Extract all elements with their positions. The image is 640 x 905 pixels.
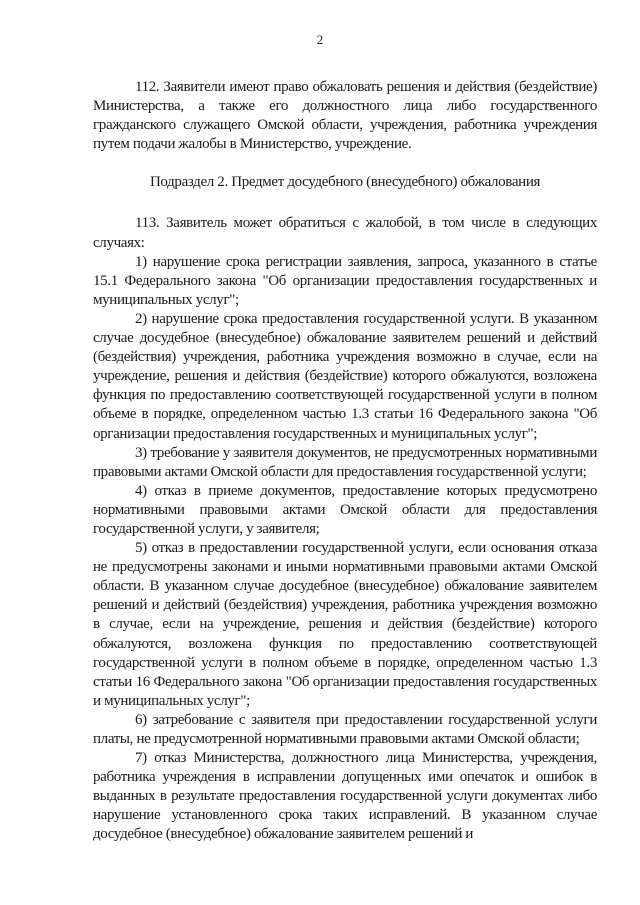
list-item-6: 6) затребование с заявителя при предоставлении государственной услуги платы, не предусмотренной нормативными правовыми актами Омской области; xyxy=(93,711,597,747)
list-item-1: 1) нарушение срока регистрации заявления, запроса, указанного в статье 15.1 Федерального закона "Об организации предоставления государственных и муниципальных услуг"; xyxy=(93,253,597,308)
paragraph-113: 113. Заявитель может обратиться с жалобой, в том числе в следующих случаях: xyxy=(93,215,597,251)
list-item-7: 7) отказ Министерства, должностного лица Министерства, учреждения, работника учреждения в исправлении допущенных ими опечаток и ошибок в выданных в результате предоставления государственной услуги документах либо нарушение установленного срока таких исправлений. В указанном случае досудебное (внесудебное) обжалование заявителем решений и xyxy=(93,750,597,843)
list-item-4: 4) отказ в приеме документов, предоставление которых предусмотрено нормативными правовыми актами Омской области для предоставления государственной услуги, у заявителя; xyxy=(93,482,597,537)
list-item-2: 2) нарушение срока предоставления государственной услуги. В указанном случае досудебное (внесудебное) обжалование заявителем решений и действий (бездействия) учреждения, работника учреждения возможно в случае, если на учреждение, решения и действия (бездействие) которого обжалуются, возложена функция по предоставлению соответствующей государственной услуги в полном объеме в порядке, определенном частью 1.3 статьи 16 Федерального закона "Об организации предоставления государственных и муниципальных услуг"; xyxy=(93,310,597,442)
subsection-heading: Подраздел 2. Предмет досудебного (внесудебного) обжалования xyxy=(149,174,541,191)
list-item-5: 5) отказ в предоставлении государственной услуги, если основания отказа не предусмотрены законами и иными нормативными правовыми актами Омской области. В указанном случае досудебное (внесудебное) обжалование заявителем решений и действий (бездействия) учреждения, работника учреждения возможно в случае, если на учреждение, решения и действия (бездействие) которого обжалуются, возложена функция по предоставлению соответствующей государственной услуги в полном объеме в порядке, определенном частью 1.3 статьи 16 Федерального закона "Об организации предоставления государственных и муниципальных услуг"; xyxy=(93,540,597,709)
list-item-3: 3) требование у заявителя документов, не предусмотренных нормативными правовыми актами Омской области для предоставления государственной услуги; xyxy=(93,444,597,480)
document-body xyxy=(93,78,597,845)
page-number: 2 xyxy=(316,32,324,47)
paragraph-112: 112. Заявители имеют право обжаловать решения и действия (бездействие) Министерства, а также его должностного лица либо государственного гражданского служащего Омской области, учреждения, работника учреждения путем подачи жалобы в Министерство, учреждение. xyxy=(93,79,597,153)
